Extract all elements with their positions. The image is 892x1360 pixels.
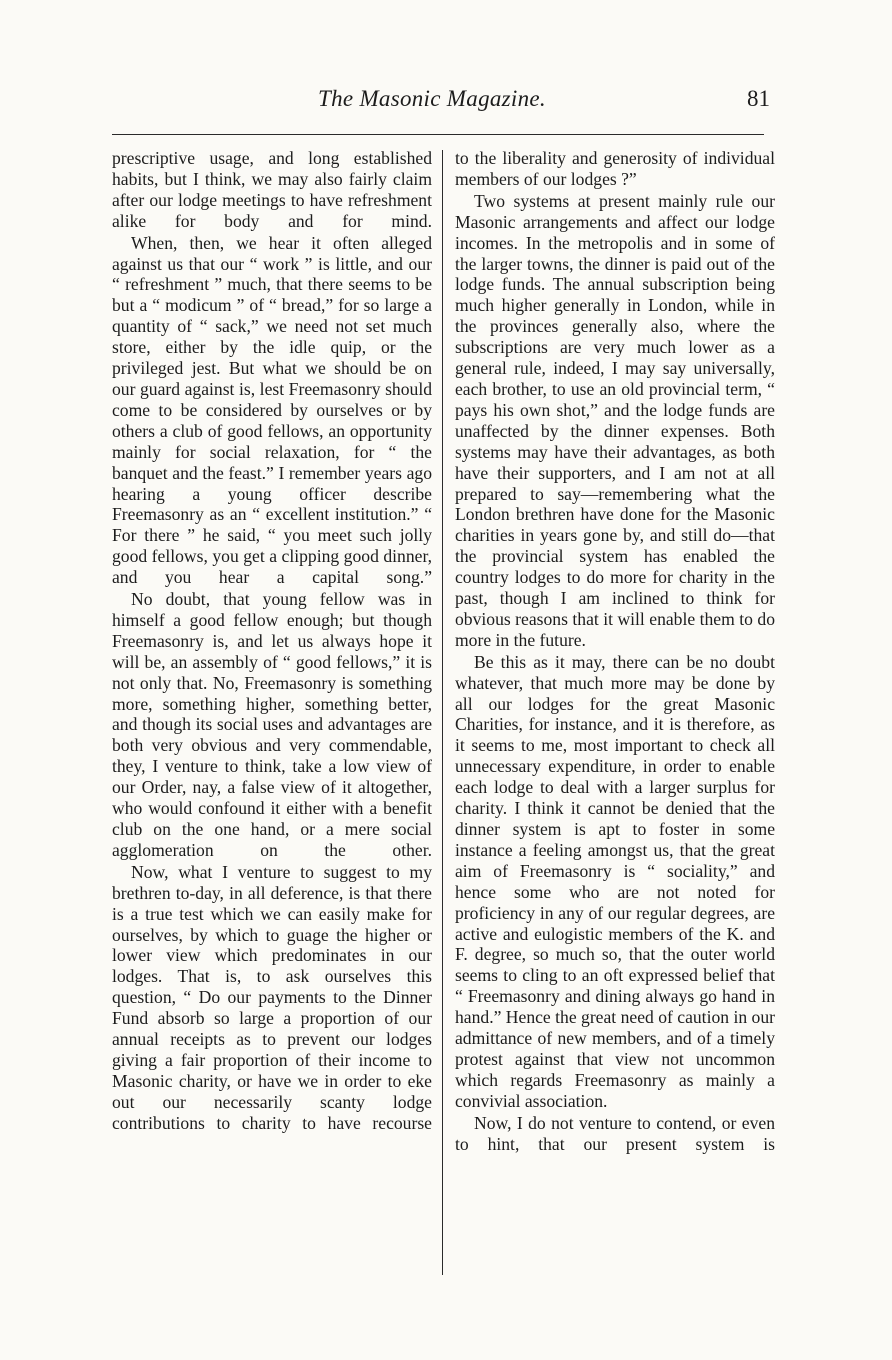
paragraph: Two systems at present mainly rule our Masonic arrangements and affect our lodge incomes. In the metropolis and in some of the larger towns, the dinner is paid out of the lodge funds. The annual subscription being much higher generally in London, while in the provinces generally also, where the subscriptions are very much lower as a general rule, indeed, I may say universally, each brother, to use an old provincial term, “ pays his own shot,” and the lodge funds are unaffected by the dinner expenses. Both systems may have their advantages, as both have their supporters, and I am not at all prepared to say—remembering what the London brethren have done for the Masonic charities in years gone by, and still do—that the provincial system has enabled the country lodges to do more for charity in the past, though I am inclined to think for obvious reasons that it will enable them to do more in the future. xyxy=(455,190,775,650)
column-divider xyxy=(442,150,443,1275)
paragraph: When, then, we hear it often alleged against us that our “ work ” is little, and our “ refreshment ” much, that there seems to be but a “ modicum ” of “ bread,” for so large a quantity of “ sack,” we need not set much store, either by the idle quip, or the privileged jest. But what we should be on our guard against is, lest Freemasonry should come to be considered by ourselves or by others a club of good fellows, an opportunity mainly for social relaxation, for “ the banquet and the feast.” I remember years ago hearing a young officer describe Freemasonry as an “ excellent institution.” “ For there ” he said, “ you meet such jolly good fellows, you get a clipping good dinner, and you hear a capital song.” xyxy=(112,232,432,588)
paragraph: Be this as it may, there can be no doubt whatever, that much more may be done by all our lodges for the great Masonic Charities, for instance, and it is therefore, as it seems to me, most important to check all unnecessary expenditure, in order to enable each lodge to deal with a larger surplus for charity. I think it cannot be denied that the dinner system is apt to foster in some instance a feeling amongst us, that the great aim of Freemasonry is “ sociality,” and hence some who are not noted for proficiency in any of our regular degrees, are active and eulogistic members of the K. and F. degree, so much so, that the outer world seems to cling to an oft expressed belief that “ Freemasonry and dining always go hand in hand.” Hence the great need of caution in our admittance of new members, and of a timely protest against that view not uncommon which regards Freemasonry as mainly a convivial association. xyxy=(455,651,775,1111)
paragraph: prescriptive usage, and long established habits, but I think, we may also fairly claim after our lodge meetings to have refreshment alike for body and for mind. xyxy=(112,148,432,231)
paragraph: to the liberality and generosity of individual members of our lodges ?” xyxy=(455,148,775,189)
paragraph: Now, what I venture to suggest to my brethren to-day, in all deference, is that there is a true test which we can easily make for ourselves, by which to guage the higher or lower view which predominates in our lodges. That is, to ask ourselves this question, “ Do our payments to the Dinner Fund absorb so large a proportion of our annual receipts as to prevent our lodges giving a fair proportion of their income to Masonic charity, or have we in order to eke out our necessarily scanty lodge contributions to charity to have recourse xyxy=(112,861,432,1133)
paragraph: Now, I do not venture to contend, or even to hint, that our present system is xyxy=(455,1112,775,1154)
header-rule xyxy=(112,134,764,135)
right-column xyxy=(455,148,775,1155)
left-column xyxy=(112,148,432,1134)
paragraph: No doubt, that young fellow was in himself a good fellow enough; but though Freemasonry is, and let us always hope it will be, an assembly of “ good fellows,” it is not only that. No, Freemasonry is something more, something higher, something better, and though its social uses and advantages are both very obvious and very commendable, they, I venture to think, take a low view of our Order, nay, a false view of it altogether, who would confound it either with a benefit club on the one hand, or a mere social agglomeration on the other. xyxy=(112,589,432,860)
running-header xyxy=(112,86,772,120)
magazine-title: The Masonic Magazine. xyxy=(318,86,546,111)
page-number: 81 xyxy=(747,86,770,111)
